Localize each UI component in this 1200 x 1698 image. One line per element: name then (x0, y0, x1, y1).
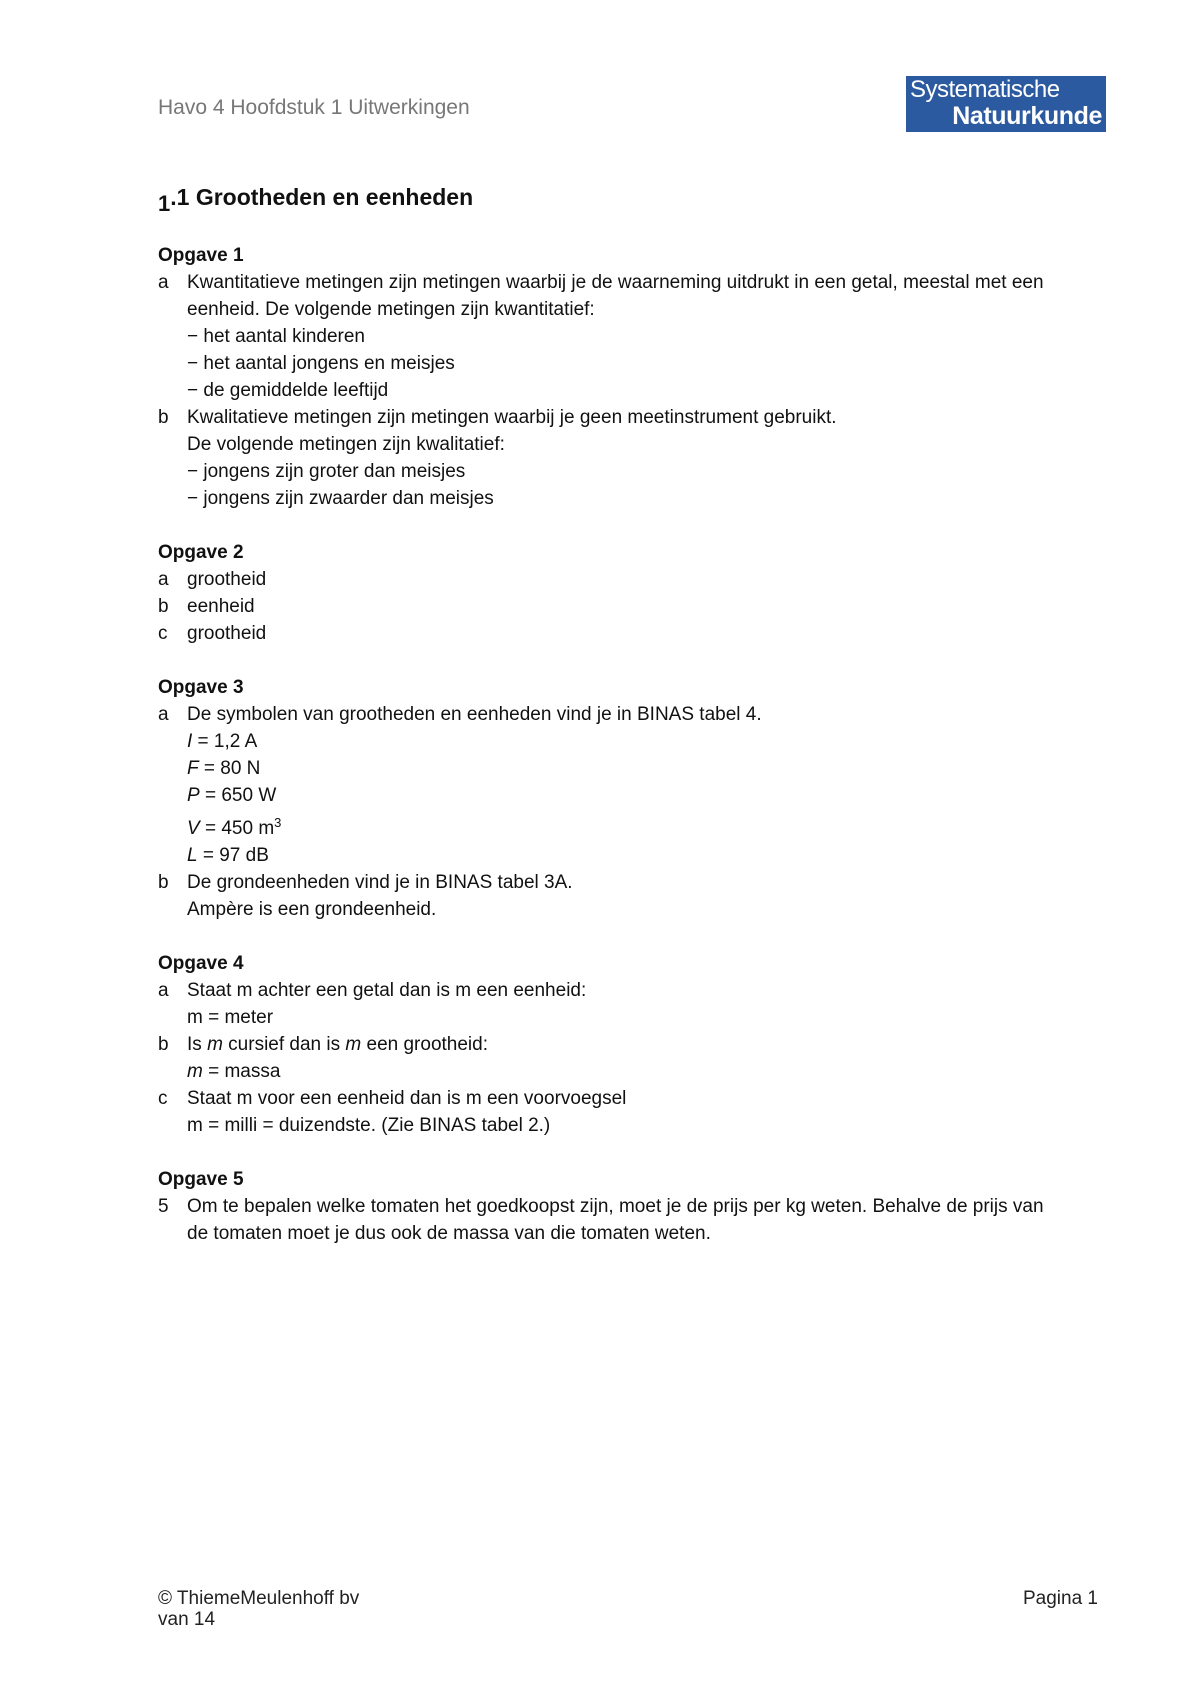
answer-body (187, 1085, 1058, 1139)
answer-body (187, 404, 1058, 512)
answer-line (187, 1031, 1058, 1058)
answer-line: m = meter (187, 1007, 274, 1028)
answer-text: cursief dan is (222, 1034, 346, 1055)
answer-body (187, 269, 1058, 404)
answer-line: De volgende metingen zijn kwalitatief: (187, 434, 505, 455)
formula-line (187, 842, 1058, 869)
copyright-text: © ThiemeMeulenhoff bv (158, 1588, 360, 1609)
formula-line (187, 782, 1058, 809)
formula-line (187, 728, 1058, 755)
answer-line: eenheid (187, 596, 255, 617)
answer-line: De grondeenheden vind je in BINAS tabel 3A. (187, 872, 573, 893)
opgave-title: Opgave 4 (158, 953, 244, 974)
answer-letter: b (158, 1034, 169, 1055)
answer-letter: c (158, 623, 168, 644)
answer-letter: a (158, 272, 169, 293)
answer-line: − het aantal kinderen (187, 326, 365, 347)
answer-item (158, 404, 1058, 512)
answer-body (187, 1193, 1058, 1247)
answer-line: − het aantal jongens en meisjes (187, 353, 455, 374)
answer-item (158, 269, 1058, 404)
answer-body (187, 593, 1058, 620)
answer-body (187, 566, 1058, 593)
opgave-title: Opgave 2 (158, 542, 244, 563)
opgave-section (158, 1166, 1058, 1247)
formula-value: = 1,2 A (192, 731, 258, 752)
formula-symbol: L (187, 845, 198, 866)
opgave-section (158, 539, 1058, 647)
formula-value: = 97 dB (197, 845, 269, 866)
answer-item (158, 1085, 1058, 1139)
answer-line: − jongens zijn zwaarder dan meisjes (187, 488, 494, 509)
answer-body (187, 869, 1058, 923)
answer-body (187, 701, 1058, 869)
answer-letter: c (158, 1088, 168, 1109)
formula-value: = 80 N (198, 758, 261, 779)
answer-line: grootheid (187, 569, 267, 590)
answer-line: De symbolen van grootheden en eenheden vind je in BINAS tabel 4. (187, 704, 762, 725)
italic-symbol: m (187, 1061, 203, 1082)
formula-line (187, 755, 1058, 782)
answer-line (187, 1058, 1058, 1085)
answer-line: Ampère is een grondeenheid. (187, 899, 437, 920)
formula-exponent: 3 (274, 815, 282, 830)
answer-line: grootheid (187, 623, 267, 644)
answer-text: een grootheid: (361, 1034, 488, 1055)
answer-item (158, 593, 1058, 620)
formula-symbol: P (187, 785, 200, 806)
formula-line (187, 809, 1058, 842)
answer-body (187, 977, 1058, 1031)
answer-letter: a (158, 569, 169, 590)
answer-item (158, 1193, 1058, 1247)
answer-line: Staat m voor een eenheid dan is m een voorvoegsel (187, 1088, 627, 1109)
formula-value: = 450 m (199, 818, 275, 839)
answer-line: m = milli = duizendste. (Zie BINAS tabel 2.) (187, 1115, 551, 1136)
page-total: van 14 (158, 1609, 216, 1630)
opgave-section (158, 950, 1058, 1139)
opgave-section (158, 674, 1058, 923)
answer-text: Is (187, 1034, 208, 1055)
document-header-title: Havo 4 Hoofdstuk 1 Uitwerkingen (158, 96, 470, 119)
italic-symbol: m (207, 1034, 223, 1055)
answer-line: Kwantitatieve metingen zijn metingen waarbij je de waarneming uitdrukt in een getal, meestal met een eenheid. De volgende metingen zijn kwantitatief: (187, 272, 1044, 320)
formula-value: = 650 W (199, 785, 277, 806)
opgave-title: Opgave 5 (158, 1169, 244, 1190)
answer-letter: a (158, 980, 169, 1001)
answer-letter: b (158, 872, 169, 893)
answer-line: Staat m achter een getal dan is m een eenheid: (187, 980, 587, 1001)
answer-line: − de gemiddelde leeftijd (187, 380, 389, 401)
answer-body (187, 620, 1058, 647)
answer-line: − jongens zijn groter dan meisjes (187, 461, 466, 482)
answer-item (158, 869, 1058, 923)
answer-line: Om te bepalen welke tomaten het goedkoopst zijn, moet je de prijs per kg weten. Behalve de prijs van de tomaten moet je dus ook de massa van die tomaten weten. (187, 1196, 1044, 1244)
section-title (158, 184, 473, 217)
answer-letter: a (158, 704, 169, 725)
answer-letter: b (158, 407, 169, 428)
answer-letter: b (158, 596, 169, 617)
answer-text: = massa (202, 1061, 281, 1082)
answer-item (158, 1031, 1058, 1085)
answer-item (158, 701, 1058, 869)
page-number: Pagina 1 (1022, 1588, 1098, 1609)
publisher-logo (906, 76, 1106, 132)
answer-item (158, 566, 1058, 593)
section-title-text: .1 Grootheden en eenheden (170, 184, 474, 210)
answer-body (187, 1031, 1058, 1085)
italic-symbol: m (345, 1034, 362, 1055)
exercise-list (158, 242, 1058, 1274)
answer-item (158, 620, 1058, 647)
logo-line-2: Natuurkunde (952, 102, 1102, 130)
section-number: 1 (158, 191, 171, 216)
formula-symbol: F (187, 758, 199, 779)
answer-letter: 5 (158, 1196, 169, 1217)
answer-line: Kwalitatieve metingen zijn metingen waarbij je geen meetinstrument gebruikt. (187, 407, 837, 428)
formula-symbol: V (187, 818, 200, 839)
formula-symbol: I (187, 731, 193, 752)
answer-item (158, 977, 1058, 1031)
opgave-title: Opgave 1 (158, 245, 244, 266)
opgave-section (158, 242, 1058, 512)
opgave-title: Opgave 3 (158, 677, 244, 698)
logo-line-1: Systematische (910, 76, 1060, 103)
